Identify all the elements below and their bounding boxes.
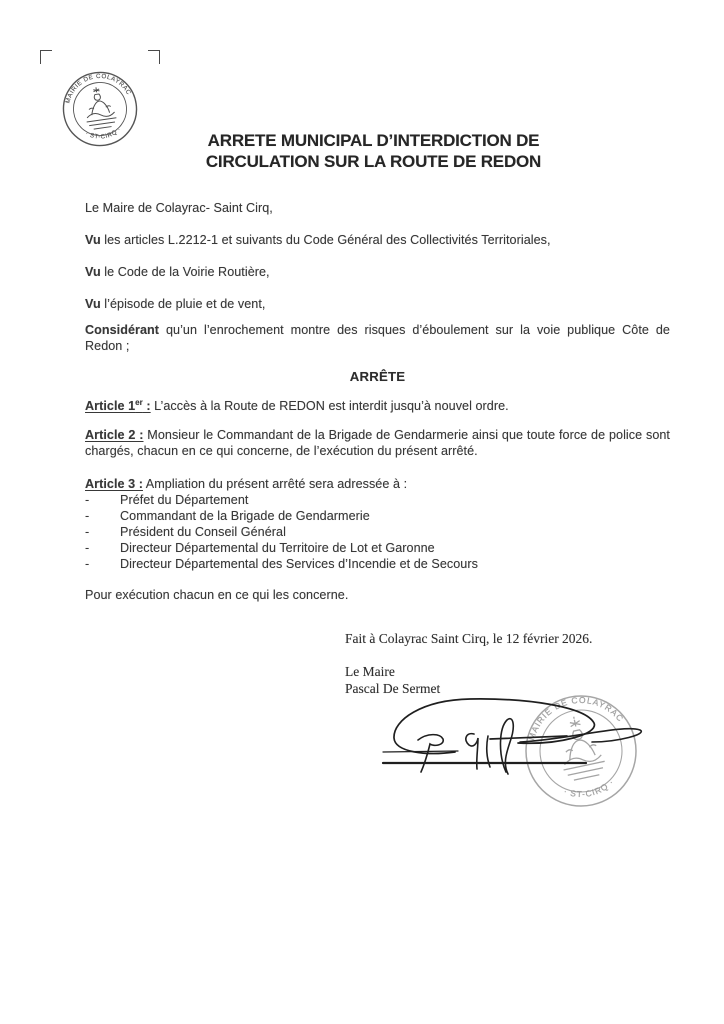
place-date-line: Fait à Colayrac Saint Cirq, le 12 février 2026. xyxy=(345,631,593,646)
recipient-text: Président du Conseil Général xyxy=(120,525,286,539)
list-dash: - xyxy=(85,509,90,523)
article-1-text: L’accès à la Route de REDON est interdit jusqu’à nouvel ordre. xyxy=(150,399,509,413)
document-title-line2: CIRCULATION SUR LA ROUTE DE REDON xyxy=(205,152,542,171)
opening-line: Le Maire de Colayrac- Saint Cirq, xyxy=(85,201,273,215)
signer-name: Pascal De Sermet xyxy=(345,681,441,696)
article-3-paragraph xyxy=(85,477,670,493)
vu-text: les articles L.2212-1 et suivants du Code Général des Collectivités Territoriales, xyxy=(100,233,551,247)
recipient-text: Directeur Départemental du Territoire de Lot et Garonne xyxy=(120,541,435,555)
list-dash: - xyxy=(85,525,90,539)
considerant-text: qu’un l’enrochement montre des risques d’éboulement sur la voie publique Côte de Redon ; xyxy=(85,323,670,353)
seal-crest-icon xyxy=(82,85,117,130)
vu-lead: Vu xyxy=(85,297,101,311)
considerant-paragraph xyxy=(85,323,670,355)
list-item xyxy=(85,525,670,541)
signature xyxy=(370,690,670,790)
vu-paragraph-3 xyxy=(85,297,670,313)
list-dash: - xyxy=(85,541,90,555)
signature-scribble xyxy=(370,690,670,790)
article-2-text: Monsieur le Commandant de la Brigade de Gendarmerie ainsi que toute force de police sont chargés, chacun en ce qui concerne, de l’exécution du présent arrêté. xyxy=(85,428,670,458)
article-3-lead: Article 3 : xyxy=(85,477,143,491)
vu-text: le Code de la Voirie Routière, xyxy=(100,265,270,279)
list-item xyxy=(85,541,670,557)
signer-role: Le Maire xyxy=(345,664,395,679)
vu-paragraph-2 xyxy=(85,265,670,281)
recipient-text: Préfet du Département xyxy=(120,493,249,507)
svg-text:MAIRIE DE COLAYRAC xyxy=(61,69,133,106)
ordinal-superscript: er xyxy=(135,397,143,407)
seal-ring-text-bottom: · ST-CIRQ · xyxy=(84,125,123,141)
article-2-paragraph xyxy=(85,428,670,460)
stamp-ring-text-bottom: · ST-CIRQ · xyxy=(562,776,617,800)
document-title-line1: ARRETE MUNICIPAL D’INTERDICTION DE xyxy=(207,131,540,150)
vu-paragraph-1 xyxy=(85,233,670,249)
recipient-text: Directeur Départemental des Services d’Incendie et de Secours xyxy=(120,557,478,571)
list-item xyxy=(85,493,670,509)
execution-line: Pour exécution chacun en ce qui les concerne. xyxy=(85,588,349,602)
article-1-paragraph xyxy=(85,399,670,415)
recipient-text: Commandant de la Brigade de Gendarmerie xyxy=(120,509,370,523)
vu-text: l’épisode de pluie et de vent, xyxy=(100,297,266,311)
article-2-lead: Article 2 : xyxy=(85,428,144,442)
arrete-heading: ARRÊTE xyxy=(349,369,406,384)
vu-lead: Vu xyxy=(85,233,101,247)
stamp-ring-text-top: MAIRIE DE COLAYRAC xyxy=(526,694,626,742)
list-dash: - xyxy=(85,557,90,571)
recipients-list xyxy=(85,493,670,573)
vu-lead: Vu xyxy=(85,265,101,279)
list-item xyxy=(85,509,670,525)
municipal-seal xyxy=(56,65,144,153)
seal-ring-text-top: MAIRIE DE COLAYRAC xyxy=(64,72,133,105)
crop-mark-left xyxy=(40,50,52,64)
article-3-text: Ampliation du présent arrêté sera adressée à : xyxy=(142,477,408,491)
crop-mark-right xyxy=(148,50,160,64)
municipal-seal-graphic xyxy=(56,65,144,153)
list-item xyxy=(85,557,670,573)
considerant-lead: Considérant xyxy=(85,323,160,337)
document-title xyxy=(187,130,560,172)
article-1-lead: Article 1er : xyxy=(85,397,151,413)
list-dash: - xyxy=(85,493,90,507)
